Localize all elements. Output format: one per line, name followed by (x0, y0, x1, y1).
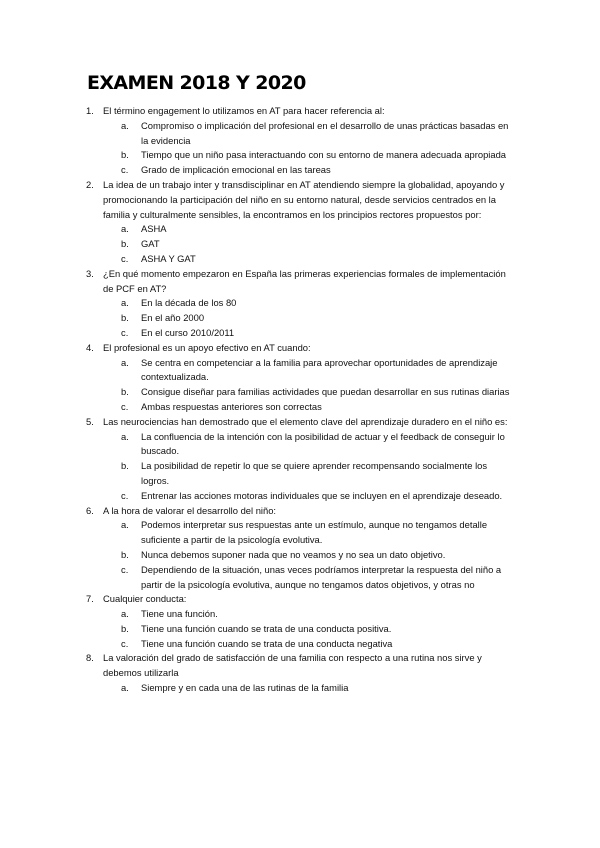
option-letter: a. (121, 682, 129, 694)
question-5 (0, 415, 600, 504)
question-text: A la hora de valorar el desarrollo del niño: (103, 504, 277, 516)
page-title: EXAMEN 2018 Y 2020 (87, 72, 306, 94)
answer-option (103, 681, 514, 696)
option-letter: a. (121, 519, 129, 531)
option-text: Tiene una función. (141, 608, 218, 620)
option-letter: a. (121, 608, 129, 620)
question-list (0, 104, 600, 696)
question-number: 4. (86, 341, 94, 353)
option-letter: a. (121, 223, 129, 235)
answer-option (103, 607, 514, 622)
option-letter: c. (121, 637, 129, 649)
option-text: ASHA Y GAT (141, 252, 196, 264)
option-text: En el año 2000 (141, 312, 205, 324)
question-2 (0, 178, 600, 267)
question-number: 1. (86, 105, 94, 116)
option-text: Nunca debemos suponer nada que no veamos y no sea un dato objetivo. (141, 548, 446, 560)
answer-option (103, 296, 514, 311)
question-text: La valoración del grado de satisfacción de una familia con respecto a una rutina nos sirve y debemos utilizarla (103, 652, 482, 679)
option-letter: c. (121, 489, 129, 501)
option-text: Se centra en competenciar a la familia para aprovechar oportunidades de aprendizaje contextualizada. (141, 356, 498, 383)
answer-option (103, 518, 514, 548)
answer-options (103, 607, 514, 651)
option-letter: a. (121, 119, 129, 131)
option-text: Tiene una función cuando se trata de una conducta positiva. (141, 622, 392, 634)
answer-option (103, 148, 514, 163)
answer-option (103, 622, 514, 637)
option-letter: b. (121, 149, 129, 161)
answer-options (103, 518, 514, 592)
option-letter: b. (121, 460, 129, 472)
question-text: Cualquier conducta: (103, 593, 187, 605)
option-letter: c. (121, 252, 129, 264)
answer-option (103, 222, 514, 237)
answer-options (103, 296, 514, 340)
option-text: La confluencia de la intención con la posibilidad de actuar y el feedback de conseguir lo buscado. (141, 430, 505, 457)
answer-option (103, 385, 514, 400)
option-letter: b. (121, 238, 129, 250)
question-number: 6. (86, 504, 94, 516)
answer-option (103, 252, 514, 267)
answer-option (103, 119, 514, 149)
answer-options (103, 119, 514, 178)
question-text: El profesional es un apoyo efectivo en AT cuando: (103, 341, 311, 353)
option-text: Grado de implicación emocional en las tareas (141, 164, 331, 176)
answer-option (103, 163, 514, 178)
option-letter: a. (121, 430, 129, 442)
option-text: En la década de los 80 (141, 297, 237, 309)
question-text: Las neurociencias han demostrado que el elemento clave del aprendizaje duradero en el niño es: (103, 415, 508, 427)
answer-option (103, 356, 514, 386)
answer-option (103, 237, 514, 252)
question-number: 8. (86, 652, 94, 664)
option-letter: b. (121, 312, 129, 324)
option-text: Siempre y en cada una de las rutinas de la familia (141, 682, 349, 694)
question-7 (0, 592, 600, 651)
option-text: Tiempo que un niño pasa interactuando con su entorno de manera adecuada apropiada (141, 149, 507, 161)
question-6 (0, 504, 600, 593)
question-number: 7. (86, 593, 94, 605)
answer-option (103, 459, 514, 489)
answer-option (103, 563, 514, 593)
question-text: La idea de un trabajo inter y transdisciplinar en AT atendiendo siempre la globalidad, apoyando y promocionando la participación del niño en su entorno natural, desde servicios centrados en la familia y culturalmente sensibles, la encontramos en los principios rectores propuestos por: (103, 178, 505, 220)
question-8 (0, 651, 600, 695)
answer-option (103, 548, 514, 563)
option-letter: b. (121, 548, 129, 560)
answer-option (103, 430, 514, 460)
option-text: Ambas respuestas anteriores son correctas (141, 400, 322, 412)
question-1 (0, 104, 600, 178)
option-letter: a. (121, 297, 129, 309)
option-letter: b. (121, 622, 129, 634)
answer-option (103, 400, 514, 415)
question-number: 5. (86, 415, 94, 427)
option-text: Tiene una función cuando se trata de una conducta negativa (141, 637, 393, 649)
option-letter: c. (121, 164, 129, 176)
option-letter: c. (121, 400, 129, 412)
option-letter: b. (121, 386, 129, 398)
question-3 (0, 267, 600, 341)
option-text: Entrenar las acciones motoras individuales que se incluyen en el aprendizaje deseado. (141, 489, 503, 501)
answer-option (103, 489, 514, 504)
option-text: Podemos interpretar sus respuestas ante un estímulo, aunque no tengamos detalle suficiente a partir de la psicología evolutiva. (141, 519, 488, 546)
answer-options (103, 222, 514, 266)
option-text: Consigue diseñar para familias actividades que puedan desarrollar en sus rutinas diarias (141, 386, 510, 398)
answer-options (103, 681, 514, 696)
question-text: El término engagement lo utilizamos en AT para hacer referencia al: (103, 105, 385, 116)
option-text: GAT (141, 238, 160, 250)
option-text: Dependiendo de la situación, unas veces podríamos interpretar la respuesta del niño a partir de la psicología evolutiva, aunque no tengamos datos objetivos, y otras no (141, 563, 502, 590)
option-letter: a. (121, 356, 129, 368)
option-text: En el curso 2010/2011 (141, 326, 235, 338)
question-number: 3. (86, 267, 94, 279)
answer-option (103, 326, 514, 341)
question-number: 2. (86, 178, 94, 190)
answer-option (103, 637, 514, 652)
option-letter: c. (121, 563, 129, 575)
option-text: La posibilidad de repetir lo que se quiere aprender recompensando socialmente los logros. (141, 460, 488, 486)
option-text: Compromiso o implicación del profesional en el desarrollo de unas prácticas basadas en la evidencia (141, 119, 509, 146)
option-letter: c. (121, 326, 129, 338)
answer-option (103, 311, 514, 326)
question-4 (0, 341, 600, 415)
option-text: ASHA (141, 223, 167, 235)
answer-options (103, 430, 514, 504)
question-text: ¿En qué momento empezaron en España las primeras experiencias formales de implementación de PCF en AT? (103, 267, 506, 294)
answer-options (103, 356, 514, 415)
